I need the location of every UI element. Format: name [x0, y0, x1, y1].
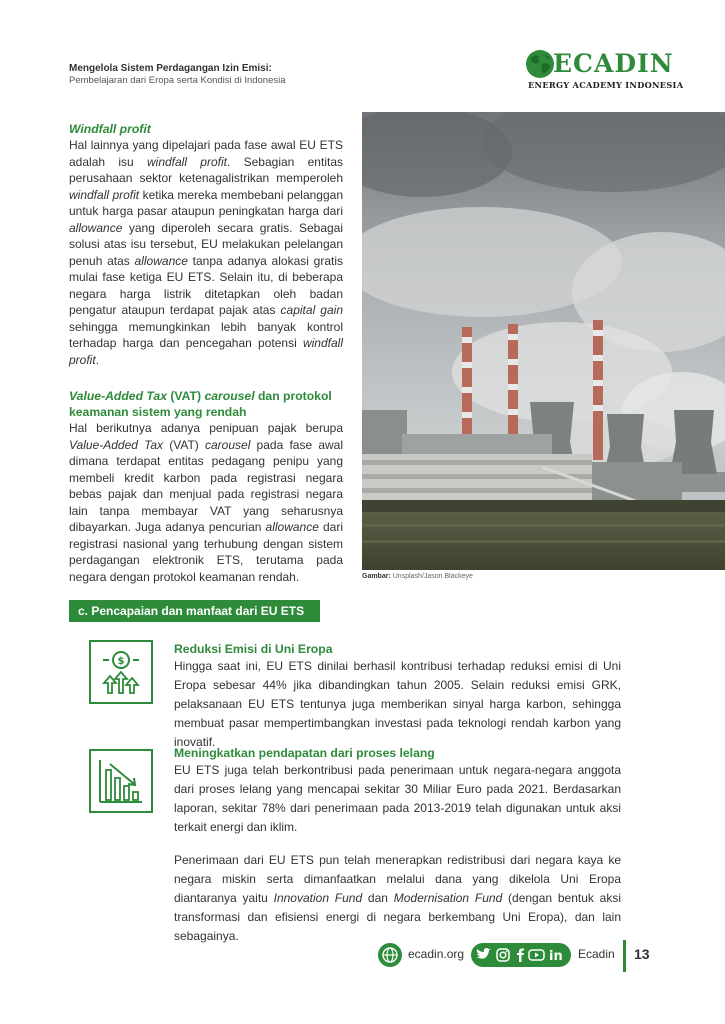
globe-icon[interactable]	[378, 943, 402, 967]
globe-logo-icon	[525, 49, 555, 79]
twitter-icon[interactable]	[476, 948, 491, 959]
feature2-text: EU ETS juga telah berkontribusi pada penerimaan untuk negara-negara anggota dari proses lelang yang mencapai sekitar 30 Miliar Euro pada 2021. Berdasarkan laporan, sekitar 78% dari penerimaan pada 2013-2019 telah digunakan untuk aksi terkait energi dan iklim.	[174, 763, 621, 834]
feature-emission-reduction	[174, 641, 621, 752]
website-link[interactable]: ecadin.org	[408, 947, 465, 961]
svg-text:in: in	[549, 949, 563, 964]
feature1-title: Reduksi Emisi di Uni Eropa	[174, 642, 333, 656]
feature-auction-revenue	[174, 745, 621, 946]
page-number: 13	[634, 946, 650, 962]
page-footer	[378, 940, 678, 972]
youtube-icon[interactable]	[529, 950, 544, 960]
vat-heading: Value-Added Tax (VAT) carousel dan protokol keamanan sistem yang rendah	[69, 389, 332, 419]
facebook-icon[interactable]	[517, 949, 524, 963]
feature2-title: Meningkatkan pendapatan dari proses lelang	[174, 746, 435, 760]
photo-caption: Gambar: Unsplash/Jason Blackeye	[362, 573, 473, 580]
feature1-text: Hingga saat ini, EU ETS dinilai berhasil kontribusi terhadap reduksi emisi di Uni Eropa sebesar 44% jika dibandingkan tahun 2005. Selain reduksi emisi GRK, pelaksanaan EU ETS tentunya juga memberikan sinyal harga karbon, sehingga membuat pasar mempertimbangkan investasi pada teknologi rendah karbon yang inovatif.	[174, 659, 621, 749]
section-c-banner: c. Pencapaian dan manfaat dari EU ETS	[69, 600, 320, 622]
feature2-text-2: Penerimaan dari EU ETS pun telah menerapkan redistribusi dari negara kaya ke negara miskin serta dimanfaatkan melalui dana yang dikelola Uni Eropa diantaranya yaitu Innovation Fund dan Modernisation Fund (dengan bentuk aksi transformasi dan efisiensi energi di negara berkembang Uni Eropa), dan lain sebagainya.	[174, 853, 621, 943]
bar-chart-decline-icon	[89, 749, 153, 813]
linkedin-icon[interactable]	[549, 949, 563, 964]
left-column	[69, 121, 343, 585]
social-handle[interactable]: Ecadin	[578, 947, 615, 961]
svg-text:$: $	[117, 656, 125, 667]
header-subtitle: Pembelajaran dari Eropa serta Kondisi di Indonesia	[69, 75, 286, 86]
logo-wordmark: ECADIN	[553, 49, 674, 78]
instagram-icon[interactable]	[497, 949, 509, 961]
ecadin-logo	[525, 47, 684, 93]
header-title: Mengelola Sistem Perdagangan Izin Emisi:	[69, 63, 272, 74]
windfall-paragraph: Hal lainnya yang dipelajari pada fase awal EU ETS adalah isu windfall profit. Sebagian entitas perusahaan sektor ketenagalistrikan memperoleh windfall profit ketika mereka membebani pelanggan untuk harga pasar ataupun peningkatan harga dari allowance yang diperoleh secara gratis. Sebagai solusi atas isu tersebut, EU melakukan pelelangan penuh atas allowance tanpa adanya alokasi gratis mulai fase ketiga EU ETS. Selain itu, di beberapa negara harga listrik ditetapkan oleh badan pengatur ataupun terdapat pajak atas capital gain sehingga memungkinkan lebih banyak kontrol terhadap harga dan pencegahan potensi windfall profit.	[69, 138, 343, 367]
social-icons-group	[471, 943, 571, 967]
logo-tagline: ENERGY ACADEMY INDONESIA	[528, 80, 684, 90]
running-header	[69, 62, 449, 87]
power-plant-photo	[362, 112, 725, 570]
windfall-heading: Windfall profit	[69, 122, 151, 136]
vat-paragraph: Hal berikutnya adanya penipuan pajak berupa Value-Added Tax (VAT) carousel pada fase awal dimana terdapat entitas pedagang penipu yang membeli kredit karbon pada registrasi negara bebas pajak dan menjual pada registrasi negara lain tanpa membayar VAT yang seharusnya dibayarkan. Juga adanya pencurian allowance dari registrasi nasional yang terhubung dengan sistem perdagangan elektronik ETS, terutama pada negara dengan protokol keamanan rendah.	[69, 421, 344, 584]
money-growth-icon	[89, 640, 153, 704]
footer-divider	[623, 940, 626, 972]
